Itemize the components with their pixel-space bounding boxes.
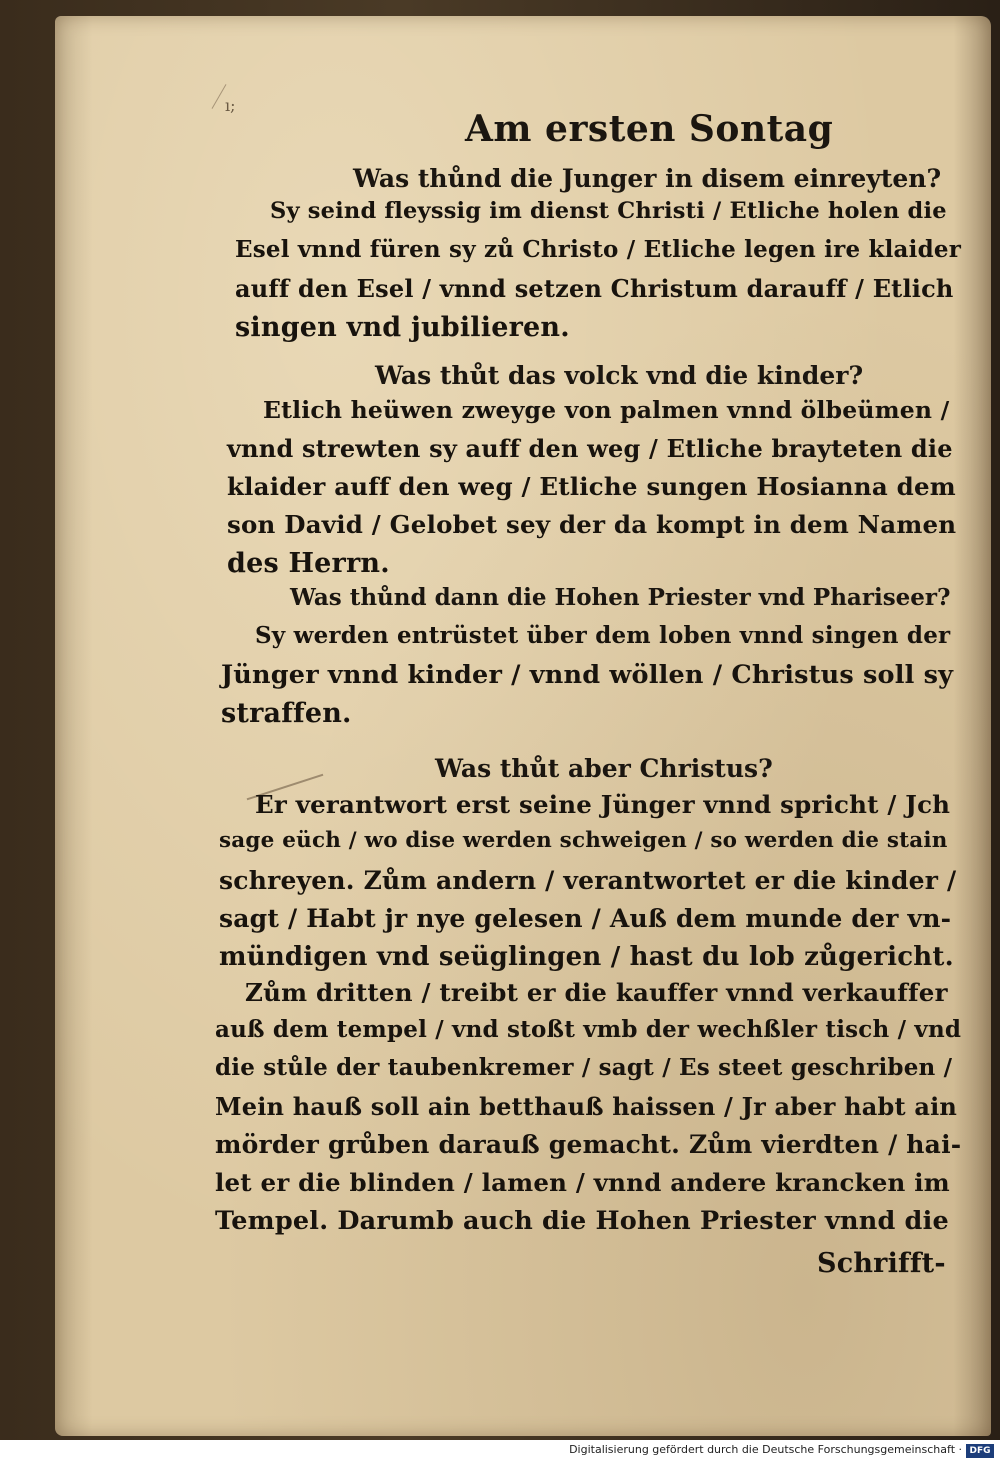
text-line: sagt / Habt jr nye gelesen / Auß dem munde der vn-	[219, 904, 952, 933]
text-line: mörder grůben darauß gemacht. Zům vierdten / hai-	[215, 1130, 962, 1159]
text-line: Esel vnnd füren sy zů Christo / Etliche legen ire klaider	[235, 236, 962, 263]
catchword: Schrifft-	[817, 1248, 946, 1279]
text-line: auß dem tempel / vnd stoßt vmb der wechßler tisch / vnd	[215, 1016, 962, 1043]
text-line: vnnd strewten sy auff den weg / Etliche brayteten die	[227, 434, 953, 463]
question-4: Was thůt aber Christus?	[435, 754, 773, 783]
text-line: straffen.	[221, 698, 352, 729]
text-line: let er die blinden / lamen / vnnd andere krancken im	[215, 1168, 950, 1197]
page-heading: Am ersten Sontag	[465, 108, 834, 150]
footer-bar	[0, 1440, 1000, 1462]
text-line: Tempel. Darumb auch die Hohen Priester vnnd die	[215, 1206, 949, 1236]
text-line: des Herrn.	[227, 548, 390, 579]
text-line: singen vnd jubilieren.	[235, 312, 570, 343]
text-line: sage eüch / wo dise werden schweigen / so werden die stain	[219, 828, 948, 853]
page-mark: ı;	[225, 96, 236, 115]
question-1: Was thůnd die Junger in disem einreyten?	[353, 164, 942, 193]
funding-notice: Digitalisierung gefördert durch die Deutsche Forschungsgemeinschaft ·	[569, 1443, 962, 1456]
question-3: Was thůnd dann die Hohen Priester vnd Phariseer?	[290, 584, 951, 611]
text-line: klaider auff den weg / Etliche sungen Hosianna dem	[227, 472, 956, 501]
text-line: Etlich heüwen zweyge von palmen vnnd ölbeümen /	[263, 396, 950, 424]
text-line: Sy seind fleyssig im dienst Christi / Etliche holen die	[270, 198, 947, 224]
book-page	[55, 16, 991, 1436]
text-line: son David / Gelobet sey der da kompt in dem Namen	[227, 510, 957, 539]
text-line: Zům dritten / treibt er die kauffer vnnd verkauffer	[245, 978, 948, 1007]
text-line: Mein hauß soll ain betthauß haissen / Jr aber habt ain	[215, 1092, 958, 1121]
text-line: die stůle der taubenkremer / sagt / Es steet geschriben /	[215, 1054, 953, 1081]
question-2: Was thůt das volck vnd die kinder?	[375, 361, 864, 390]
text-line: Sy werden entrüstet über dem loben vnnd singen der	[255, 622, 951, 649]
text-line: Er verantwort erst seine Jünger vnnd spricht / Jch	[255, 790, 951, 819]
text-line: auff den Esel / vnnd setzen Christum darauff / Etlich	[235, 274, 954, 303]
text-line: Jünger vnnd kinder / vnnd wöllen / Christus soll sy	[221, 660, 954, 690]
text-line: mündigen vnd seüglingen / hast du lob zůgericht.	[219, 942, 954, 972]
dfg-logo: DFG	[966, 1444, 994, 1458]
text-line: schreyen. Zům andern / verantwortet er die kinder /	[219, 866, 957, 895]
